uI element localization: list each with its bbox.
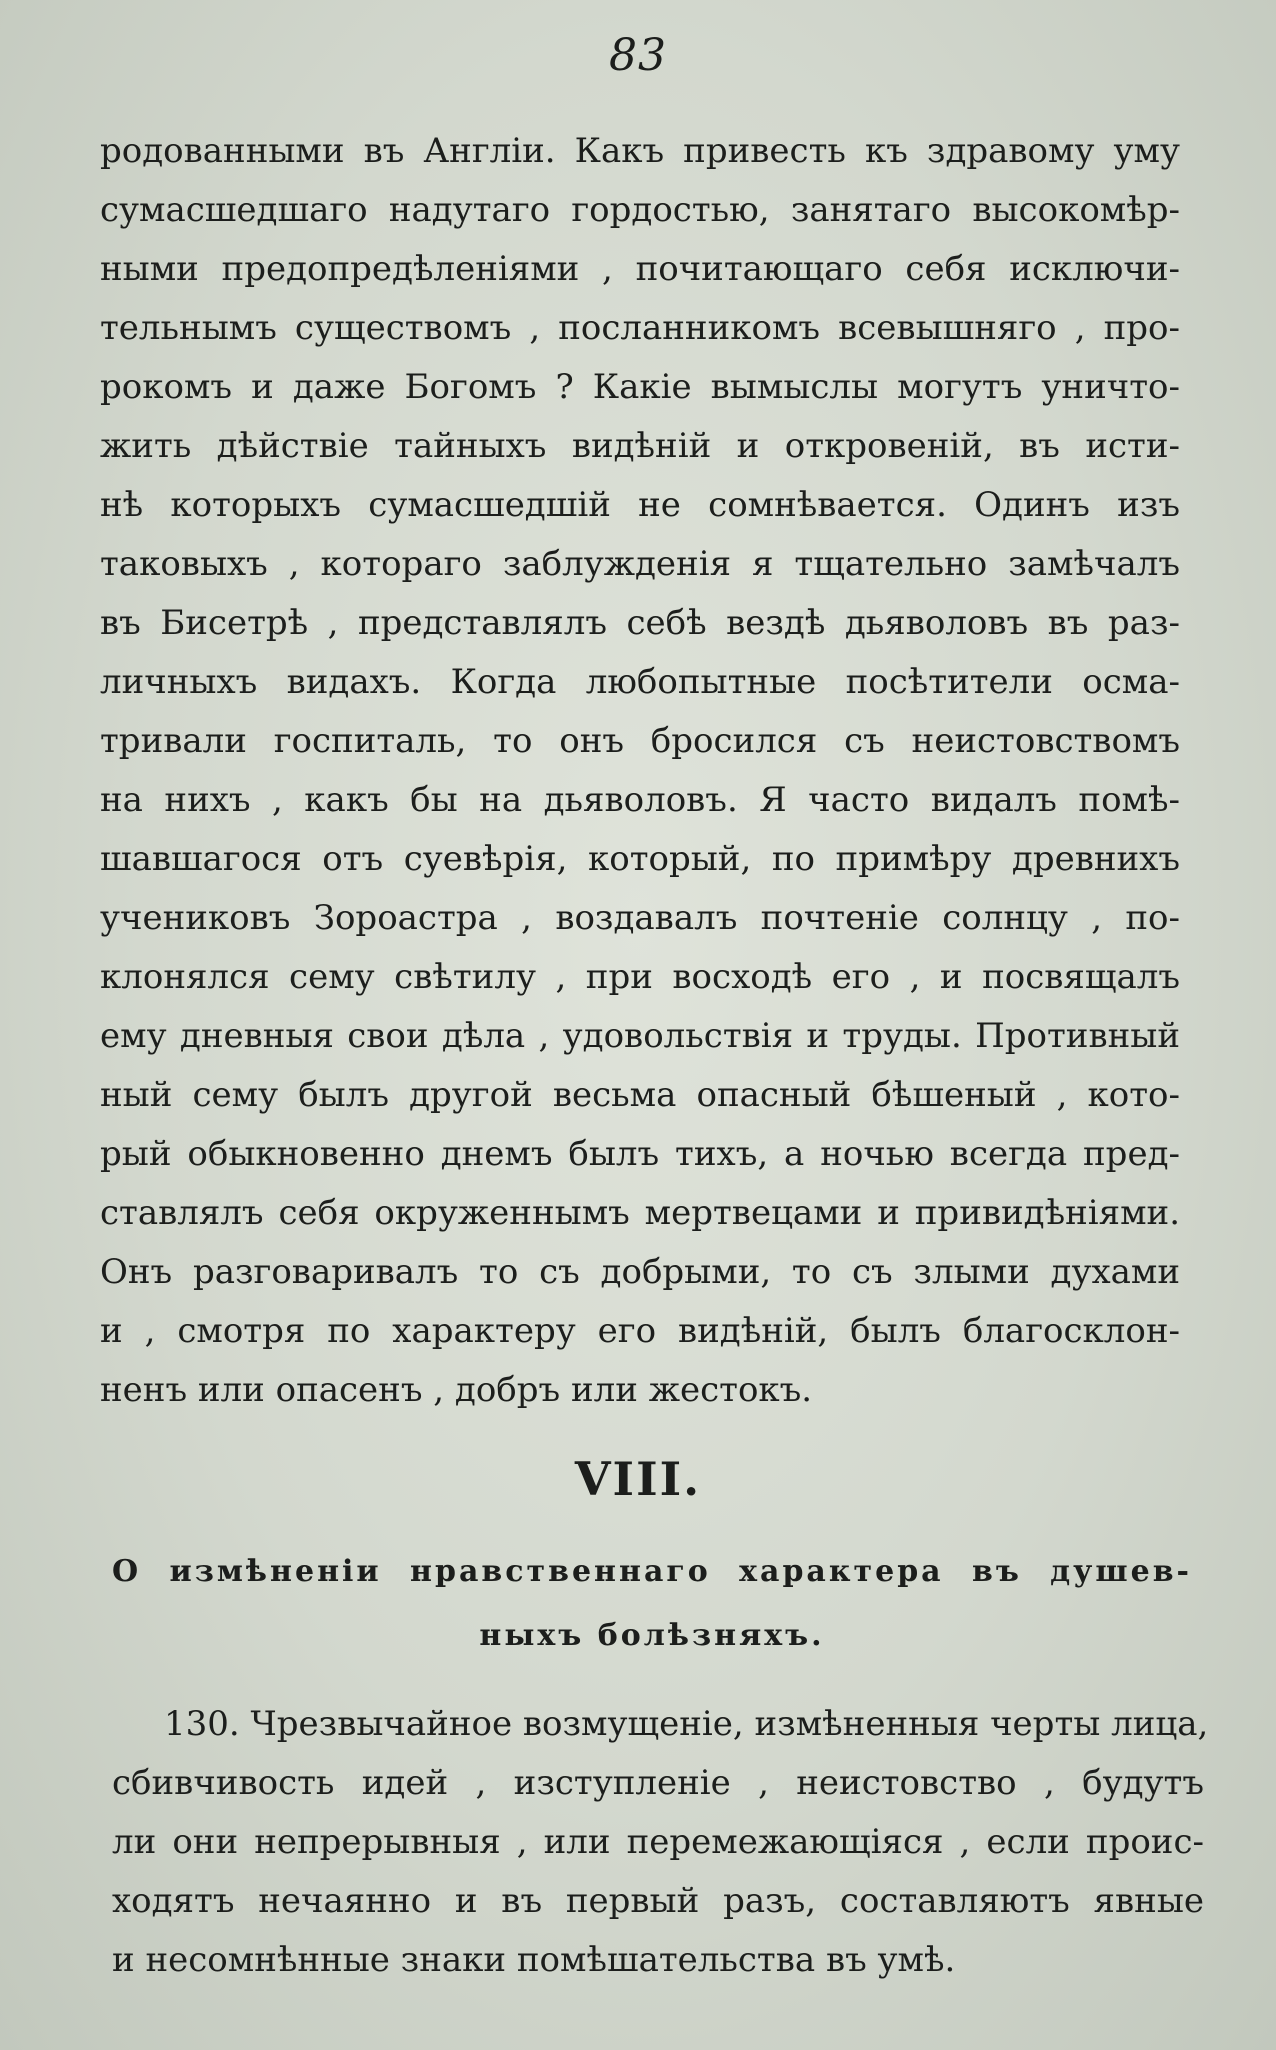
text-line: рокомъ и даже Богомъ ? Какіе вымыслы могутъ уничто- [100,367,1180,407]
text-line: ходятъ нечаянно и въ первый разъ, составляютъ явные [112,1881,1204,1921]
text-line: клонялся сему свѣтилу , при восходѣ его , и посвящалъ [100,957,1180,997]
text-line: тривали госпиталь, то онъ бросился съ неистовствомъ [100,721,1180,761]
paragraph-1 [100,122,1180,1420]
text-line: въ Бисетрѣ , представлялъ себѣ вездѣ дьяволовъ въ раз- [100,603,1180,643]
section-heading-line: О измѣненіи нравственнаго характера въ душев- [112,1554,1192,1589]
page-number: 83 [609,30,667,81]
section-heading-line: ныхъ болѣзняхъ. [479,1618,825,1653]
text-line: ставлялъ себя окруженнымъ мертвецами и привидѣніями. [100,1193,1180,1233]
text-line: шавшагося отъ суевѣрія, который, по примѣру древнихъ [100,839,1180,879]
section-heading [112,1540,1192,1668]
text-line: и несомнѣнные знаки помѣшательства въ умѣ. [112,1940,956,1980]
text-line: личныхъ видахъ. Когда любопытные посѣтители осма- [100,662,1180,702]
text-line: ный сему былъ другой весьма опасный бѣшеный , кото- [100,1075,1180,1115]
text-line: родованными въ Англіи. Какъ привесть къ здравому уму [100,131,1180,171]
text-line: таковыхъ , котораго заблужденія я тщательно замѣчалъ [100,544,1180,584]
text-line: на нихъ , какъ бы на дьяволовъ. Я часто видалъ помѣ- [100,780,1180,820]
section-number: VIII. [574,1452,702,1506]
text-line: ли они непрерывныя , или перемежающіяся , если проис- [112,1822,1204,1862]
paragraph-2 [112,1695,1209,1990]
text-line: жить дѣйствіе тайныхъ видѣній и откровеній, въ исти- [100,426,1180,466]
text-line: и , смотря по характеру его видѣній, былъ благосклон- [100,1311,1180,1351]
text-line: ными предопредѣленіями , почитающаго себя исключи- [100,249,1180,289]
text-line: сумасшедшаго надутаго гордостью, занятаго высокомѣр- [100,190,1180,230]
text-line: 130. Чрезвычайное возмущеніе, измѣненныя черты лица, [164,1704,1209,1744]
text-line: сбивчивость идей , изступленіе , неистовство , будутъ [112,1763,1204,1803]
text-line: Онъ разговаривалъ то съ добрыми, то съ злыми духами [100,1252,1180,1292]
text-line: тельнымъ существомъ , посланникомъ всевышняго , про- [100,308,1180,348]
text-line: учениковъ Зороастра , воздавалъ почтеніе солнцу , по- [100,898,1180,938]
text-line: рый обыкновенно днемъ былъ тихъ, а ночью всегда пред- [100,1134,1180,1174]
text-line: ненъ или опасенъ , добръ или жестокъ. [100,1370,813,1410]
text-line: нѣ которыхъ сумасшедшій не сомнѣвается. Одинъ изъ [100,485,1180,525]
text-line: ему дневныя свои дѣла , удовольствія и труды. Противный [100,1016,1180,1056]
